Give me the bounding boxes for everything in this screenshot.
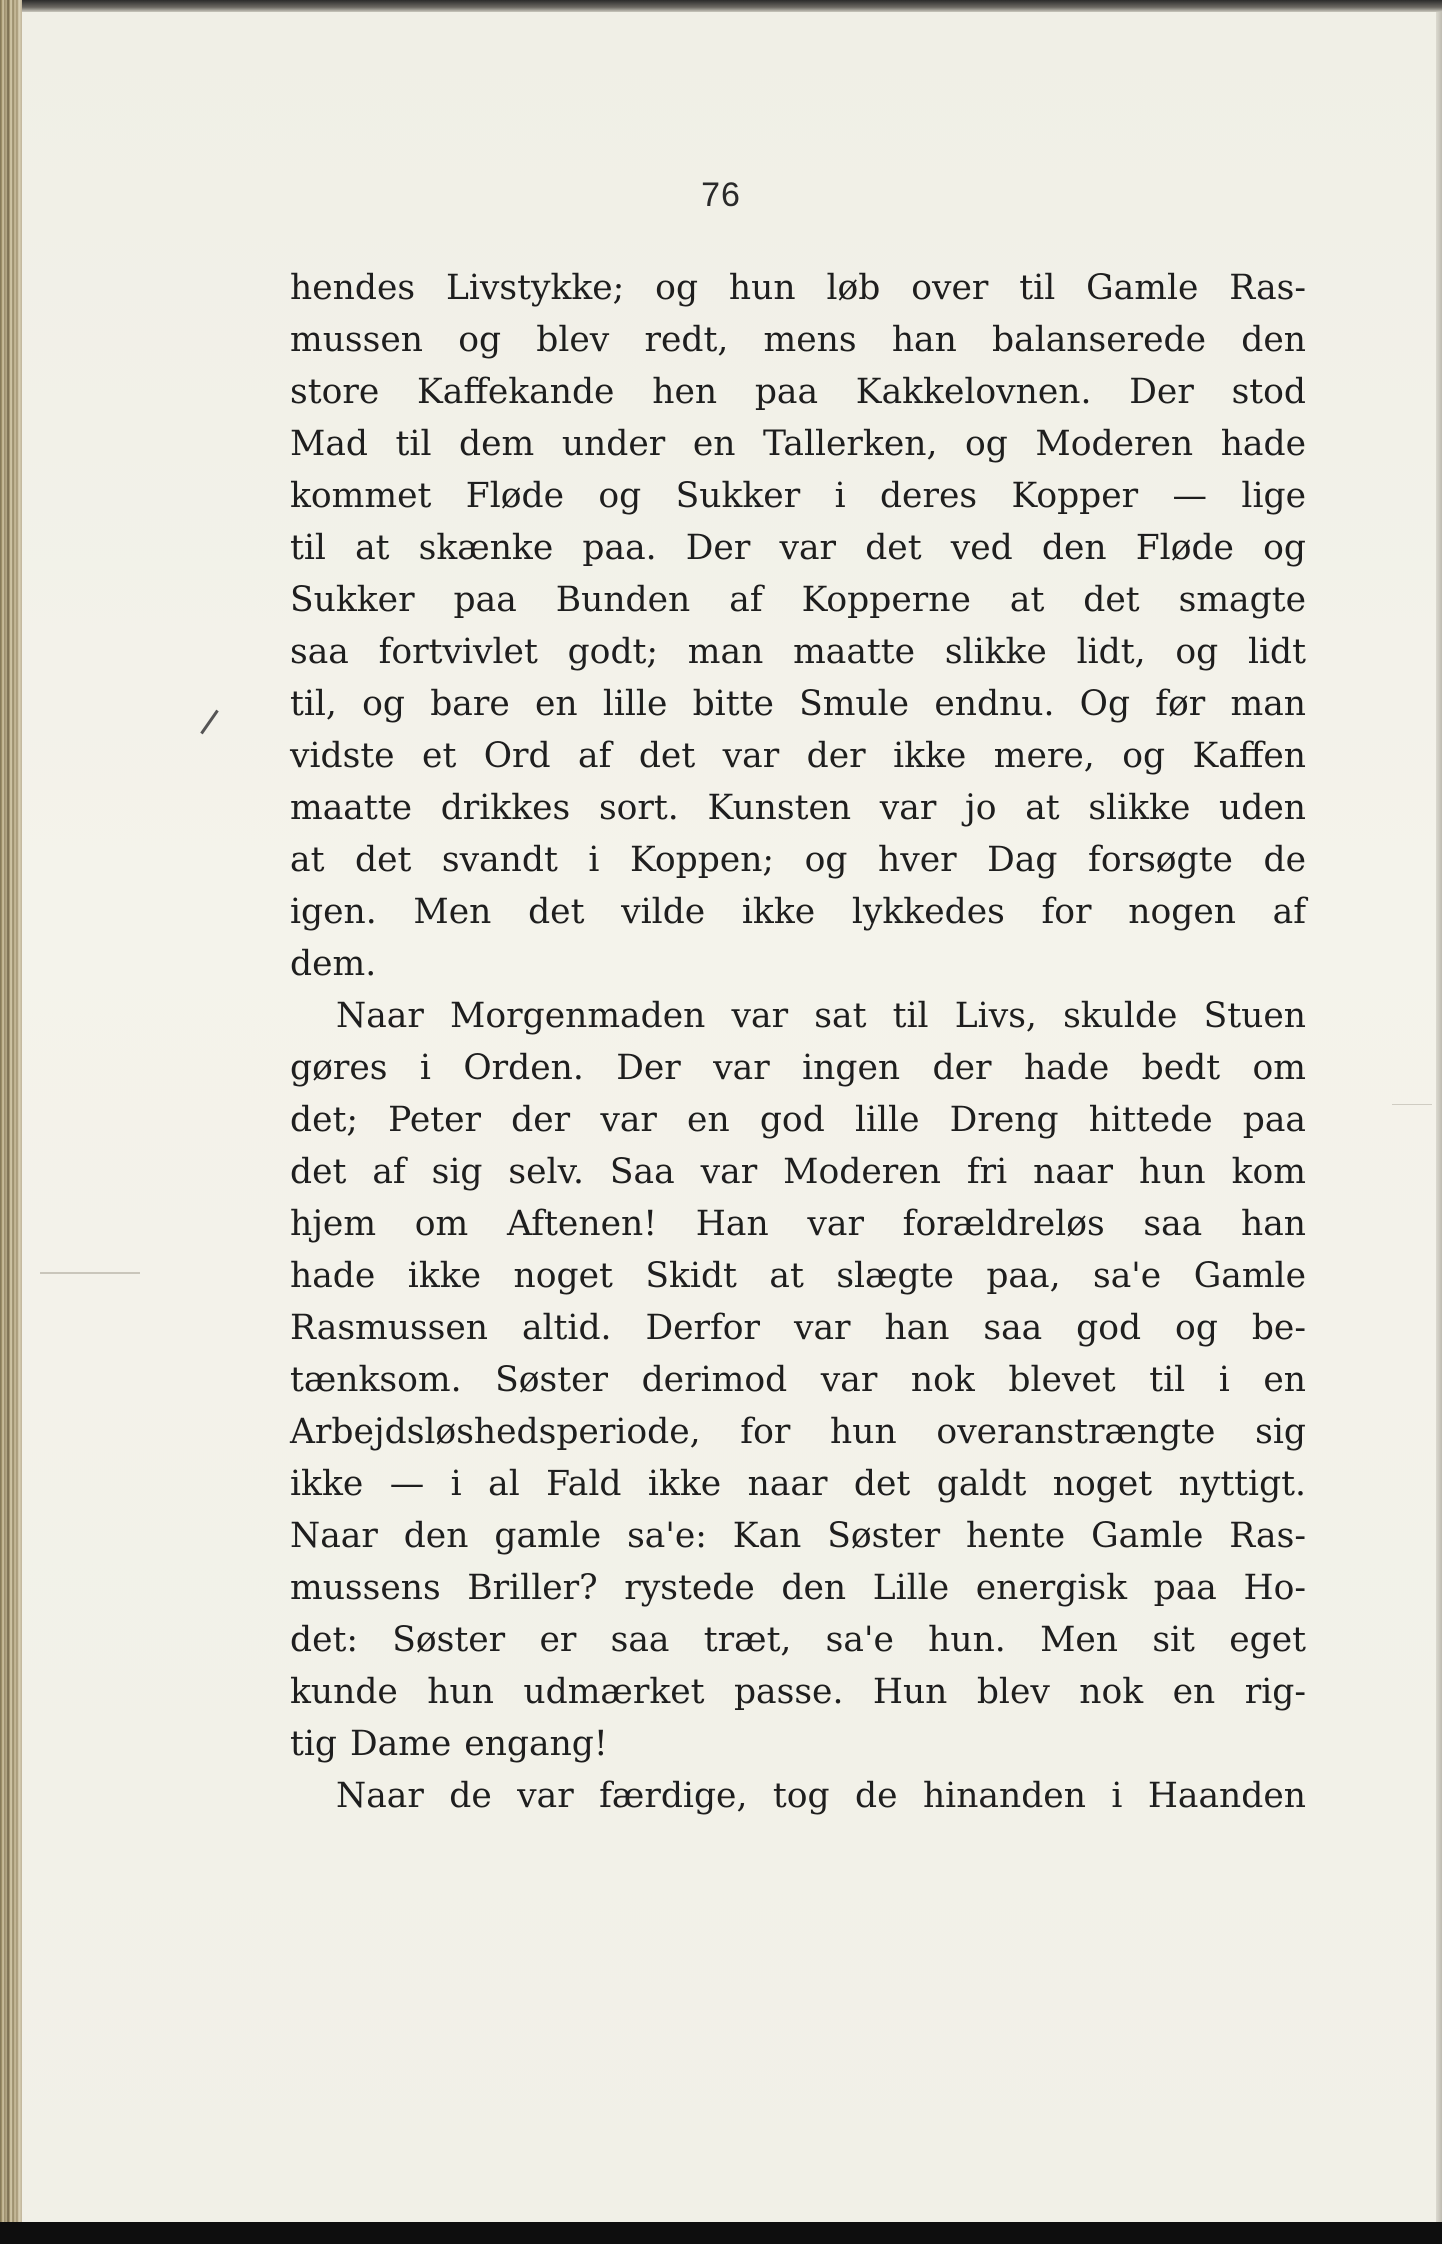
text-line: til, og bare en lille bitte Smule endnu. Og før man <box>290 684 1306 724</box>
text-line: det: Søster er saa træt, sa'e hun. Men sit eget <box>290 1620 1306 1660</box>
book-spine-edge <box>0 0 22 2244</box>
top-page-edge <box>0 0 1442 12</box>
text-line: hendes Livstykke; og hun løb over til Gamle Ras- <box>290 268 1306 308</box>
text-line: Naar Morgenmaden var sat til Livs, skulde Stuen <box>336 996 1306 1036</box>
text-line: tig Dame engang! <box>290 1724 608 1764</box>
faint-margin-rule <box>40 1272 140 1274</box>
text-line: saa fortvivlet godt; man maatte slikke lidt, og lidt <box>290 632 1306 672</box>
body-text <box>290 262 1306 1822</box>
text-line: kommet Fløde og Sukker i deres Kopper — lige <box>290 476 1306 516</box>
text-line: det; Peter der var en god lille Dreng hittede paa <box>290 1100 1306 1140</box>
text-line: til at skænke paa. Der var det ved den Fløde og <box>290 528 1306 568</box>
right-page-edge <box>1436 12 1442 2222</box>
text-line: hade ikke noget Skidt at slægte paa, sa'e Gamle <box>290 1256 1306 1296</box>
text-line: igen. Men det vilde ikke lykkedes for nogen af <box>290 892 1306 932</box>
text-line: Sukker paa Bunden af Kopperne at det smagte <box>290 580 1306 620</box>
text-line: maatte drikkes sort. Kunsten var jo at slikke uden <box>290 788 1306 828</box>
text-line: dem. <box>290 944 377 984</box>
faint-right-tick <box>1392 1104 1432 1105</box>
text-line: hjem om Aftenen! Han var forældreløs saa han <box>290 1204 1306 1244</box>
text-line: store Kaffekande hen paa Kakkelovnen. Der stod <box>290 372 1306 412</box>
text-line: det af sig selv. Saa var Moderen fri naar hun kom <box>290 1152 1306 1192</box>
text-line: at det svandt i Koppen; og hver Dag forsøgte de <box>290 840 1306 880</box>
text-line: mussen og blev redt, mens han balanserede den <box>290 320 1306 360</box>
page-number: 76 <box>701 176 741 214</box>
text-line: gøres i Orden. Der var ingen der hade bedt om <box>290 1048 1306 1088</box>
text-line: Naar den gamle sa'e: Kan Søster hente Gamle Ras- <box>290 1516 1306 1556</box>
text-line: Mad til dem under en Tallerken, og Moderen hade <box>290 424 1306 464</box>
bottom-page-edge <box>0 2222 1442 2244</box>
text-line: mussens Briller? rystede den Lille energisk paa Ho- <box>290 1568 1306 1608</box>
text-line: ikke — i al Fald ikke naar det galdt noget nyttigt. <box>290 1464 1306 1504</box>
text-line: tænksom. Søster derimod var nok blevet til i en <box>290 1360 1306 1400</box>
text-line: Naar de var færdige, tog de hinanden i Haanden <box>336 1776 1306 1816</box>
text-line: kunde hun udmærket passe. Hun blev nok en rig- <box>290 1672 1306 1712</box>
text-line: vidste et Ord af det var der ikke mere, og Kaffen <box>290 736 1306 776</box>
text-line: Rasmussen altid. Derfor var han saa god og be- <box>290 1308 1306 1348</box>
text-line: Arbejdsløshedsperiode, for hun overanstrængte sig <box>290 1412 1306 1452</box>
